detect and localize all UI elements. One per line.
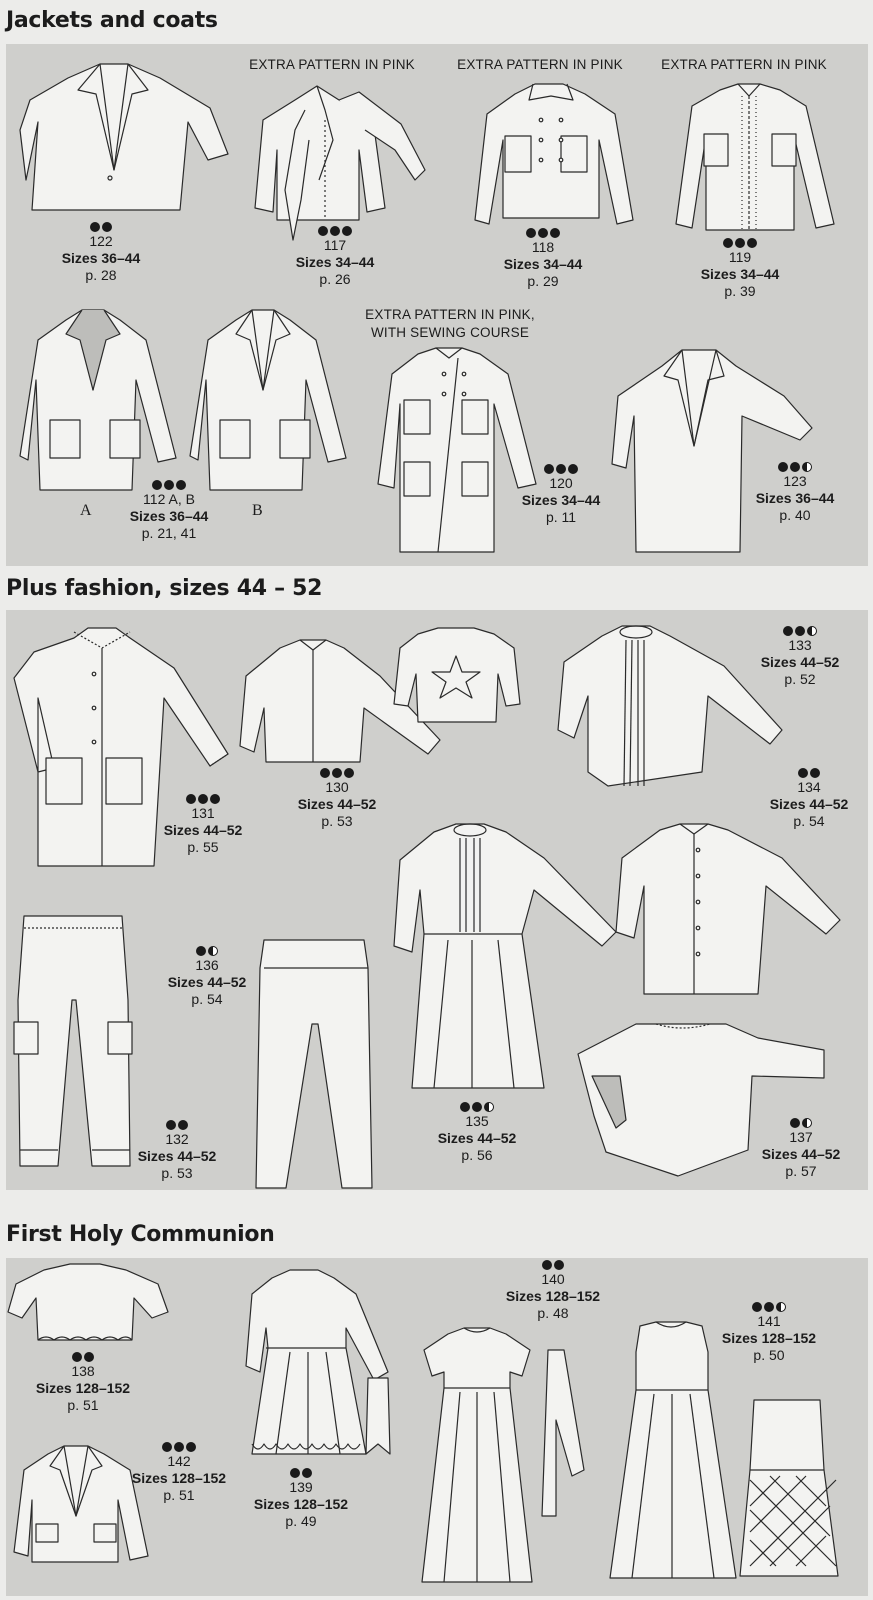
pattern-sizes: Sizes 44–52 — [137, 1148, 217, 1164]
pattern-number: 138 — [71, 1363, 95, 1379]
pattern-page: p. 55 — [187, 839, 219, 855]
pattern-number: 122 — [89, 233, 113, 249]
pattern-page: p. 51 — [163, 1487, 195, 1503]
filled-dot-icon — [342, 226, 352, 236]
pattern-page: p. 21, 41 — [141, 525, 197, 541]
difficulty-rating — [488, 1258, 618, 1271]
pattern-number: 142 — [167, 1453, 191, 1469]
pattern-number: 120 — [549, 475, 573, 491]
filled-dot-icon — [542, 1260, 552, 1270]
pattern-132-label — [112, 1118, 242, 1182]
difficulty-rating — [675, 236, 805, 249]
pattern-number: 136 — [195, 957, 219, 973]
difficulty-rating — [142, 944, 272, 957]
pattern-sizes: Sizes 128–152 — [253, 1496, 349, 1512]
pattern-page: p. 49 — [285, 1513, 317, 1529]
filled-dot-icon — [810, 768, 820, 778]
pattern-133-label — [735, 624, 865, 688]
pattern-122-label — [36, 220, 166, 284]
filled-dot-icon — [152, 480, 162, 490]
half-filled-dot-icon — [484, 1102, 494, 1112]
filled-dot-icon — [568, 464, 578, 474]
filled-dot-icon — [735, 238, 745, 248]
filled-dot-icon — [556, 464, 566, 474]
filled-dot-icon — [747, 238, 757, 248]
filled-dot-icon — [550, 228, 560, 238]
filled-dot-icon — [176, 480, 186, 490]
filled-dot-icon — [330, 226, 340, 236]
section-title-plus-fashion: Plus fashion, sizes 44 – 52 — [6, 576, 323, 601]
pattern-page: p. 28 — [85, 267, 117, 283]
pattern-number: 132 — [165, 1131, 189, 1147]
extra-pattern-note: EXTRA PATTERN IN PINK — [661, 57, 827, 72]
filled-dot-icon — [72, 1352, 82, 1362]
difficulty-rating — [704, 1300, 834, 1313]
difficulty-rating — [736, 1116, 866, 1129]
pattern-sizes: Sizes 36–44 — [61, 250, 141, 266]
pattern-page: p. 56 — [461, 1147, 493, 1163]
filled-dot-icon — [472, 1102, 482, 1112]
difficulty-rating — [496, 462, 626, 475]
pattern-number: 133 — [788, 637, 812, 653]
pattern-sizes: Sizes 36–44 — [755, 490, 835, 506]
half-filled-dot-icon — [807, 626, 817, 636]
half-filled-dot-icon — [776, 1302, 786, 1312]
difficulty-rating — [104, 478, 234, 491]
pattern-page: p. 51 — [67, 1397, 99, 1413]
difficulty-rating — [478, 226, 608, 239]
pattern-138-label — [18, 1350, 148, 1414]
filled-dot-icon — [186, 1442, 196, 1452]
section-title-first-communion: First Holy Communion — [6, 1222, 275, 1247]
pattern-130-label — [272, 766, 402, 830]
pattern-sizes: Sizes 44–52 — [760, 654, 840, 670]
pattern-page: p. 57 — [785, 1163, 817, 1179]
extra-pattern-note: EXTRA PATTERN IN PINK — [457, 57, 623, 72]
filled-dot-icon — [798, 768, 808, 778]
variant-b-label: B — [252, 502, 263, 519]
filled-dot-icon — [544, 464, 554, 474]
filled-dot-icon — [196, 946, 206, 956]
difficulty-rating — [272, 766, 402, 779]
pattern-page: p. 50 — [753, 1347, 785, 1363]
pattern-sizes: Sizes 44–52 — [163, 822, 243, 838]
filled-dot-icon — [210, 794, 220, 804]
filled-dot-icon — [302, 1468, 312, 1478]
difficulty-rating — [412, 1100, 542, 1113]
filled-dot-icon — [332, 768, 342, 778]
pattern-112-label — [104, 478, 234, 542]
pattern-page: p. 48 — [537, 1305, 569, 1321]
extra-pattern-note — [340, 306, 560, 342]
pattern-number: 118 — [531, 239, 555, 255]
pattern-page: p. 11 — [545, 509, 577, 525]
pattern-139-label — [236, 1466, 366, 1530]
pattern-number: 119 — [728, 249, 752, 265]
filled-dot-icon — [186, 794, 196, 804]
pattern-number: 140 — [541, 1271, 565, 1287]
pattern-page: p. 26 — [319, 271, 351, 287]
filled-dot-icon — [162, 1442, 172, 1452]
half-filled-dot-icon — [802, 462, 812, 472]
section-title-jackets: Jackets and coats — [6, 8, 218, 33]
filled-dot-icon — [198, 794, 208, 804]
filled-dot-icon — [344, 768, 354, 778]
difficulty-rating — [744, 766, 873, 779]
pattern-page: p. 53 — [161, 1165, 193, 1181]
pattern-sizes: Sizes 128–152 — [505, 1288, 601, 1304]
pattern-141-label — [704, 1300, 834, 1364]
filled-dot-icon — [84, 1352, 94, 1362]
difficulty-rating — [735, 624, 865, 637]
pattern-140-label — [488, 1258, 618, 1322]
pattern-sizes: Sizes 128–152 — [721, 1330, 817, 1346]
pattern-number: 130 — [325, 779, 349, 795]
filled-dot-icon — [174, 1442, 184, 1452]
filled-dot-icon — [90, 222, 100, 232]
filled-dot-icon — [783, 626, 793, 636]
filled-dot-icon — [526, 228, 536, 238]
pattern-sizes: Sizes 36–44 — [129, 508, 209, 524]
pattern-page: p. 54 — [191, 991, 223, 1007]
extra-note-line1: EXTRA PATTERN IN PINK, — [365, 307, 535, 322]
extra-note-line2: WITH SEWING COURSE — [370, 325, 530, 340]
filled-dot-icon — [166, 1120, 176, 1130]
pattern-number: 117 — [323, 237, 347, 253]
pattern-sizes: Sizes 44–52 — [167, 974, 247, 990]
pattern-sizes: Sizes 128–152 — [35, 1380, 131, 1396]
difficulty-rating — [270, 224, 400, 237]
filled-dot-icon — [778, 462, 788, 472]
filled-dot-icon — [795, 626, 805, 636]
pattern-123-label — [730, 460, 860, 524]
pattern-sizes: Sizes 44–52 — [761, 1146, 841, 1162]
difficulty-rating — [236, 1466, 366, 1479]
pattern-sizes: Sizes 44–52 — [297, 796, 377, 812]
pattern-number: 123 — [783, 473, 807, 489]
filled-dot-icon — [752, 1302, 762, 1312]
pattern-sizes: Sizes 128–152 — [131, 1470, 227, 1486]
filled-dot-icon — [538, 228, 548, 238]
pattern-sizes: Sizes 44–52 — [437, 1130, 517, 1146]
pattern-137-label — [736, 1116, 866, 1180]
pattern-sizes: Sizes 34–44 — [700, 266, 780, 282]
pattern-131-label — [138, 792, 268, 856]
extra-pattern-note: EXTRA PATTERN IN PINK — [249, 57, 415, 72]
difficulty-rating — [730, 460, 860, 473]
pattern-number: 131 — [191, 805, 215, 821]
pattern-page: p. 54 — [793, 813, 825, 829]
pattern-number: 134 — [797, 779, 821, 795]
difficulty-rating — [36, 220, 166, 233]
filled-dot-icon — [290, 1468, 300, 1478]
filled-dot-icon — [102, 222, 112, 232]
filled-dot-icon — [790, 1118, 800, 1128]
filled-dot-icon — [178, 1120, 188, 1130]
pattern-number: 135 — [465, 1113, 489, 1129]
filled-dot-icon — [764, 1302, 774, 1312]
pattern-117-label — [270, 224, 400, 288]
filled-dot-icon — [790, 462, 800, 472]
filled-dot-icon — [164, 480, 174, 490]
filled-dot-icon — [554, 1260, 564, 1270]
difficulty-rating — [138, 792, 268, 805]
pattern-page: p. 53 — [321, 813, 353, 829]
pattern-136-label — [142, 944, 272, 1008]
pattern-page: p. 52 — [784, 671, 816, 687]
filled-dot-icon — [460, 1102, 470, 1112]
pattern-page: p. 29 — [527, 273, 559, 289]
pattern-120-label — [496, 462, 626, 526]
pattern-sizes: Sizes 34–44 — [503, 256, 583, 272]
pattern-sizes: Sizes 44–52 — [769, 796, 849, 812]
pattern-135-label — [412, 1100, 542, 1164]
pattern-118-label — [478, 226, 608, 290]
pattern-number: 137 — [789, 1129, 813, 1145]
filled-dot-icon — [318, 226, 328, 236]
pattern-sizes: Sizes 34–44 — [521, 492, 601, 508]
pattern-142-label — [114, 1440, 244, 1504]
difficulty-rating — [18, 1350, 148, 1363]
pattern-119-label — [675, 236, 805, 300]
pattern-number: 141 — [757, 1313, 781, 1329]
filled-dot-icon — [723, 238, 733, 248]
difficulty-rating — [112, 1118, 242, 1131]
pattern-number: 112 A, B — [143, 491, 195, 507]
pattern-number: 139 — [289, 1479, 313, 1495]
filled-dot-icon — [320, 768, 330, 778]
difficulty-rating — [114, 1440, 244, 1453]
pattern-page: p. 40 — [779, 507, 811, 523]
half-filled-dot-icon — [802, 1118, 812, 1128]
half-filled-dot-icon — [208, 946, 218, 956]
pattern-sizes: Sizes 34–44 — [295, 254, 375, 270]
pattern-page: p. 39 — [724, 283, 756, 299]
variant-a-label: A — [80, 502, 92, 519]
